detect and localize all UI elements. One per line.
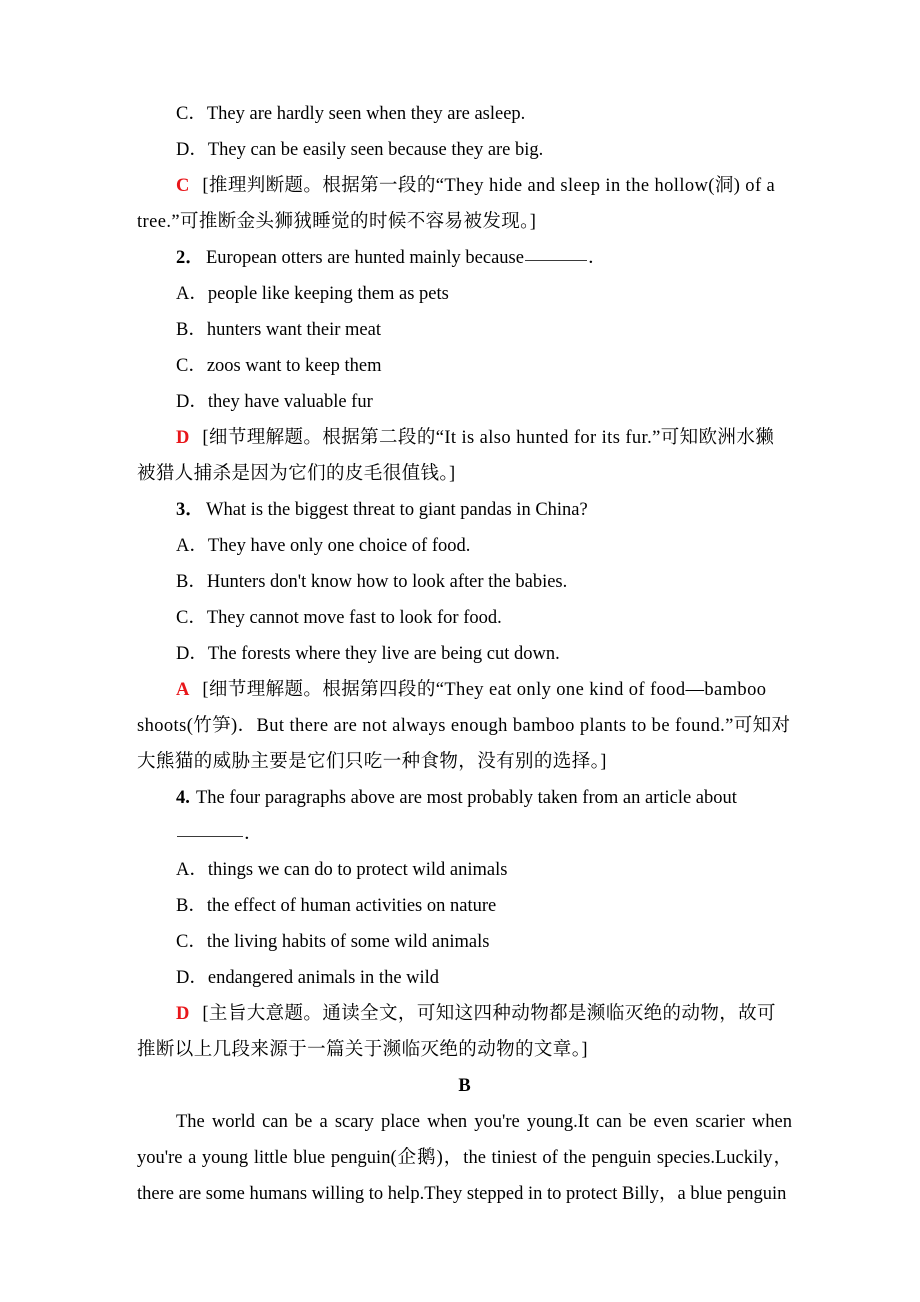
answer-explanation xyxy=(137,672,792,780)
question-text: What is the biggest threat to giant pandas in China? xyxy=(206,500,588,520)
answer-option[interactable] xyxy=(137,600,792,636)
option-letter: D． xyxy=(176,968,208,988)
option-letter: D． xyxy=(176,140,208,160)
correct-answer-letter: D xyxy=(176,428,190,448)
option-letter: B． xyxy=(176,572,207,592)
correct-answer-letter: A xyxy=(176,680,190,700)
question-number: 4. xyxy=(176,788,190,808)
explanation-text: [细节理解题。根据第四段的“They eat only one kind of food—bamboo shoots(竹笋)．But there are not always enough bamboo plants to be found.”可知对大熊猫的威胁主要是它们只吃一种食物，没有别的选择。] xyxy=(137,680,791,772)
option-text: the living habits of some wild animals xyxy=(206,932,490,952)
option-letter: C． xyxy=(176,932,207,952)
option-text: things we can do to protect wild animals xyxy=(207,860,508,880)
answer-option[interactable] xyxy=(137,960,792,996)
option-text: hunters want their meat xyxy=(206,320,381,340)
option-text: people like keeping them as pets xyxy=(207,284,449,304)
option-text: zoos want to keep them xyxy=(206,356,382,376)
question-text-after: ． xyxy=(244,824,263,844)
explanation-text: [推理判断题。根据第一段的“They hide and sleep in the hollow(洞) of a tree.”可推断金头狮狨睡觉的时候不容易被发现。] xyxy=(137,176,776,232)
option-letter: C． xyxy=(176,356,207,376)
question-stem xyxy=(137,240,792,276)
section-heading: B xyxy=(458,1076,471,1096)
option-letter: B． xyxy=(176,320,207,340)
option-letter: D． xyxy=(176,392,208,412)
answer-option[interactable] xyxy=(137,96,792,132)
option-text: They cannot move fast to look for food. xyxy=(206,608,502,628)
option-letter: A． xyxy=(176,860,208,880)
correct-answer-letter: C xyxy=(176,176,190,196)
option-text: they have valuable fur xyxy=(207,392,373,412)
page-content xyxy=(137,96,792,1212)
question-number: 3． xyxy=(176,500,204,520)
option-text: Hunters don't know how to look after the babies. xyxy=(206,572,568,592)
question-text: The four paragraphs above are most probably taken from an article about xyxy=(196,788,737,808)
answer-option[interactable] xyxy=(137,528,792,564)
question-stem xyxy=(137,780,792,852)
answer-option[interactable] xyxy=(137,564,792,600)
option-text: They can be easily seen because they are big. xyxy=(207,140,544,160)
explanation-text: [细节理解题。根据第二段的“It is also hunted for its fur.”可知欧洲水獭被猎人捕杀是因为它们的皮毛很值钱。] xyxy=(137,428,775,484)
option-letter: D． xyxy=(176,644,208,664)
option-letter: A． xyxy=(176,284,208,304)
explanation-text: [主旨大意题。通读全文，可知这四种动物都是濒临灭绝的动物，故可推断以上几段来源于一篇关于濒临灭绝的动物的文章。] xyxy=(137,1004,776,1060)
answer-option[interactable] xyxy=(137,924,792,960)
option-text: the effect of human activities on nature xyxy=(206,896,497,916)
question-text: European otters are hunted mainly because xyxy=(206,248,524,268)
fill-in-blank[interactable] xyxy=(177,823,243,837)
answer-option[interactable] xyxy=(137,888,792,924)
correct-answer-letter: D xyxy=(176,1004,190,1024)
answer-option[interactable] xyxy=(137,636,792,672)
answer-option[interactable] xyxy=(137,276,792,312)
answer-option[interactable] xyxy=(137,348,792,384)
option-text: The forests where they live are being cut down. xyxy=(207,644,560,664)
option-letter: C． xyxy=(176,608,207,628)
answer-option[interactable] xyxy=(137,132,792,168)
option-letter: C． xyxy=(176,104,207,124)
question-number: 2． xyxy=(176,248,204,268)
answer-option[interactable] xyxy=(137,852,792,888)
question-stem xyxy=(137,492,792,528)
answer-explanation xyxy=(137,420,792,492)
reading-passage-paragraph: The world can be a scary place when you're young.It can be even scarier when you're a young little blue penguin(企鹅)，the tiniest of the penguin species.Luckily，there are some humans willing to help.They stepped in to protect Billy，a blue penguin xyxy=(137,1112,792,1204)
option-letter: A． xyxy=(176,536,208,556)
answer-option[interactable] xyxy=(137,384,792,420)
option-letter: B． xyxy=(176,896,207,916)
answer-explanation xyxy=(137,168,792,240)
answer-option[interactable] xyxy=(137,312,792,348)
question-text-after: ． xyxy=(587,248,607,268)
option-text: endangered animals in the wild xyxy=(207,968,440,988)
fill-in-blank[interactable] xyxy=(525,247,587,261)
option-text: They are hardly seen when they are asleep. xyxy=(206,104,526,124)
answer-explanation xyxy=(137,996,792,1068)
option-text: They have only one choice of food. xyxy=(207,536,471,556)
